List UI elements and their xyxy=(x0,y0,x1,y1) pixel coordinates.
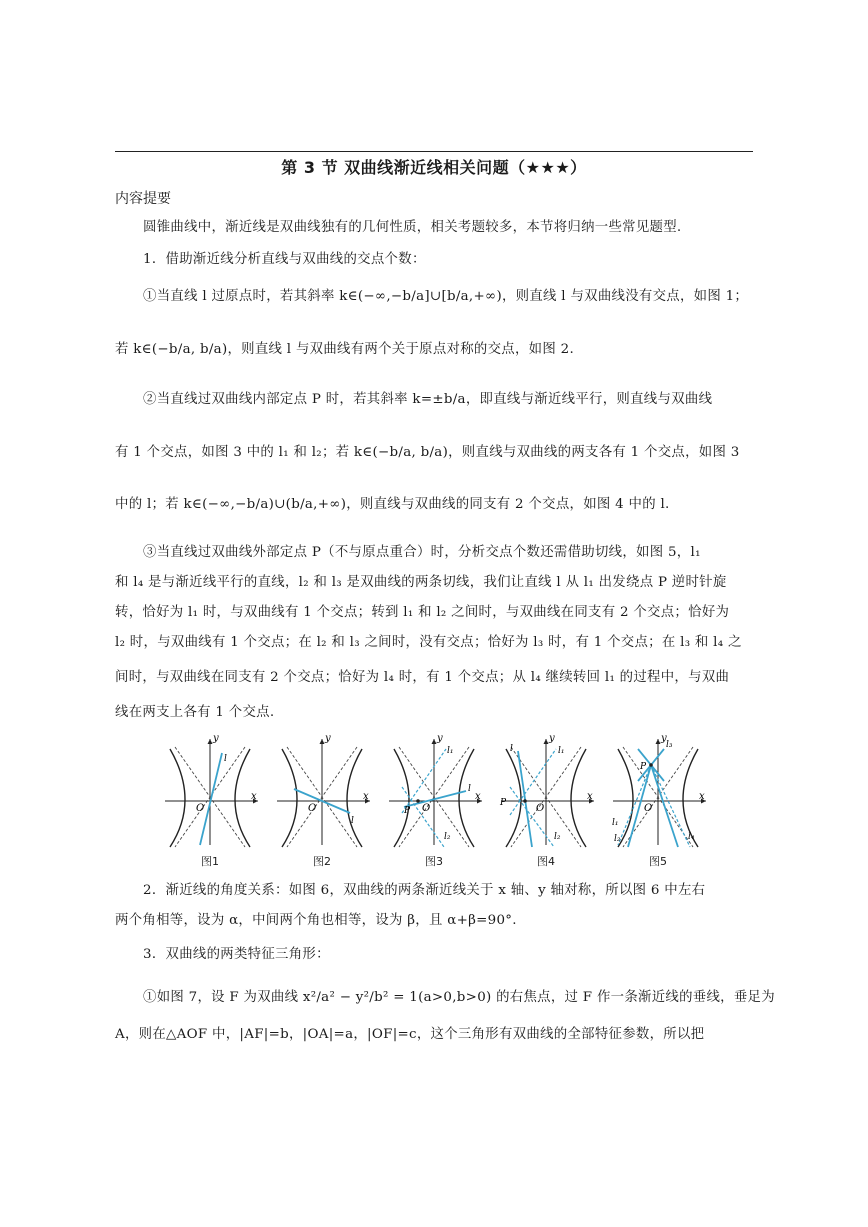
header-rule xyxy=(115,151,753,152)
line-label: l xyxy=(351,816,354,826)
y-axis-label: y xyxy=(661,735,667,744)
line-label-l2: l₂ xyxy=(444,832,451,842)
paragraph-line: 转，恰好为 l₁ 时，与双曲线有 1 个交点；转到 l₁ 和 l₂ 之间时，与双曲线在同支有 2 个交点；恰好为 xyxy=(115,605,730,620)
figure-2-graph xyxy=(272,735,372,850)
figure-3 xyxy=(384,735,484,870)
line-label: l xyxy=(224,754,227,764)
line-label-l2: l₂ xyxy=(614,834,621,844)
paragraph-line: ③当直线过双曲线外部定点 P（不与原点重合）时，分析交点个数还需借助切线，如图 5，l₁ xyxy=(143,545,701,560)
x-axis-label: x xyxy=(699,791,705,802)
figure-caption: 图4 xyxy=(537,855,555,868)
paragraph-line: ①当直线 l 过原点时，若其斜率 k∈(−∞,−b/a]∪[b/a,+∞)，则直线 l 与双曲线没有交点，如图 1； xyxy=(143,289,749,304)
paragraph-line: ①如图 7，设 F 为双曲线 x²/a² − y²/b² = 1(a>0,b>0) 的右焦点，过 F 作一条渐近线的垂线，垂足为 xyxy=(143,990,775,1005)
x-axis-label: x xyxy=(587,791,593,802)
origin-label: O xyxy=(308,803,317,814)
line-label-l1: l₁ xyxy=(558,746,565,756)
figure-5-graph xyxy=(608,735,708,850)
point-p-label: P xyxy=(500,798,507,808)
line-label-l1: l₁ xyxy=(612,818,619,828)
figure-1 xyxy=(160,735,260,870)
page-title: 第 3 节 双曲线渐近线相关问题（★★★） xyxy=(281,158,587,177)
paragraph-line: 和 l₄ 是与渐近线平行的直线，l₂ 和 l₃ 是双曲线的两条切线，我们让直线 l 从 l₁ 出发绕点 P 逆时针旋 xyxy=(115,575,727,590)
line-label-l1: l₁ xyxy=(447,746,454,756)
origin-label: O xyxy=(644,803,653,814)
figure-5 xyxy=(608,735,708,870)
paragraph-line: 两个角相等，设为 α，中间两个角也相等，设为 β，且 α+β=90°. xyxy=(115,913,517,928)
paragraph-line: 2．渐近线的角度关系：如图 6，双曲线的两条渐近线关于 x 轴、y 轴对称，所以图 6 中左右 xyxy=(143,883,706,898)
point-p-label: P xyxy=(640,762,647,772)
figure-1-graph xyxy=(160,735,260,850)
paragraph-line: 若 k∈(−b/a, b/a)，则直线 l 与双曲线有两个关于原点对称的交点，如图 2. xyxy=(115,342,574,357)
x-axis-label: x xyxy=(475,791,481,802)
y-axis-label: y xyxy=(437,735,443,744)
origin-label: O xyxy=(196,803,205,814)
figure-caption: 图2 xyxy=(313,855,331,868)
paragraph-line: ②当直线过双曲线内部定点 P 时，若其斜率 k=±b/a，即直线与渐近线平行，则直线与双曲线 xyxy=(143,392,713,407)
figure-caption: 图3 xyxy=(425,855,443,868)
figure-3-graph xyxy=(384,735,484,850)
figure-row xyxy=(160,735,720,870)
origin-label: O xyxy=(536,803,545,814)
origin-label: O xyxy=(422,803,431,814)
line-label: l xyxy=(468,784,471,794)
y-axis-label: y xyxy=(325,735,331,744)
paragraph-line: 1．借助渐近线分析直线与双曲线的交点个数： xyxy=(143,252,426,267)
line-label-l3: l₃ xyxy=(666,740,673,750)
paragraph-line: 圆锥曲线中，渐近线是双曲线独有的几何性质，相关考题较多，本节将归纳一些常见题型. xyxy=(143,220,682,235)
x-axis-label: x xyxy=(363,791,369,802)
y-axis-label: y xyxy=(213,735,219,744)
line-label-l4: l₄ xyxy=(688,832,695,842)
point-p-label: P xyxy=(404,806,411,816)
line-label: l xyxy=(510,744,513,754)
paragraph-line: 间时，与双曲线在同支有 2 个交点；恰好为 l₄ 时，有 1 个交点；从 l₄ 继续转回 l₁ 的过程中，与双曲 xyxy=(115,670,730,685)
figure-4 xyxy=(496,735,596,870)
figure-2 xyxy=(272,735,372,870)
paragraph-line: 中的 l；若 k∈(−∞,−b/a)∪(b/a,+∞)，则直线与双曲线的同支有 2 个交点，如图 4 中的 l. xyxy=(115,497,670,512)
paragraph-line: 有 1 个交点，如图 3 中的 l₁ 和 l₂；若 k∈(−b/a, b/a)，则直线与双曲线的两支各有 1 个交点，如图 3 xyxy=(115,445,740,460)
x-axis-label: x xyxy=(251,791,257,802)
paragraph-line: l₂ 时，与双曲线有 1 个交点；在 l₂ 和 l₃ 之间时，没有交点；恰好为 l₃ 时，有 1 个交点；在 l₃ 和 l₄ 之 xyxy=(115,635,742,650)
y-axis-label: y xyxy=(549,735,555,744)
paragraph-line: A，则在△AOF 中，|AF|=b，|OA|=a，|OF|=c，这个三角形有双曲线的全部特征参数，所以把 xyxy=(115,1027,705,1042)
paragraph-line: 3．双曲线的两类特征三角形： xyxy=(143,947,330,962)
figure-4-graph xyxy=(496,735,596,850)
figure-caption: 图5 xyxy=(649,855,667,868)
figure-caption: 图1 xyxy=(201,855,219,868)
line-label-l2: l₂ xyxy=(554,832,561,842)
section-subhead: 内容提要 xyxy=(115,191,171,207)
paragraph-line: 线在两支上各有 1 个交点. xyxy=(115,705,275,720)
